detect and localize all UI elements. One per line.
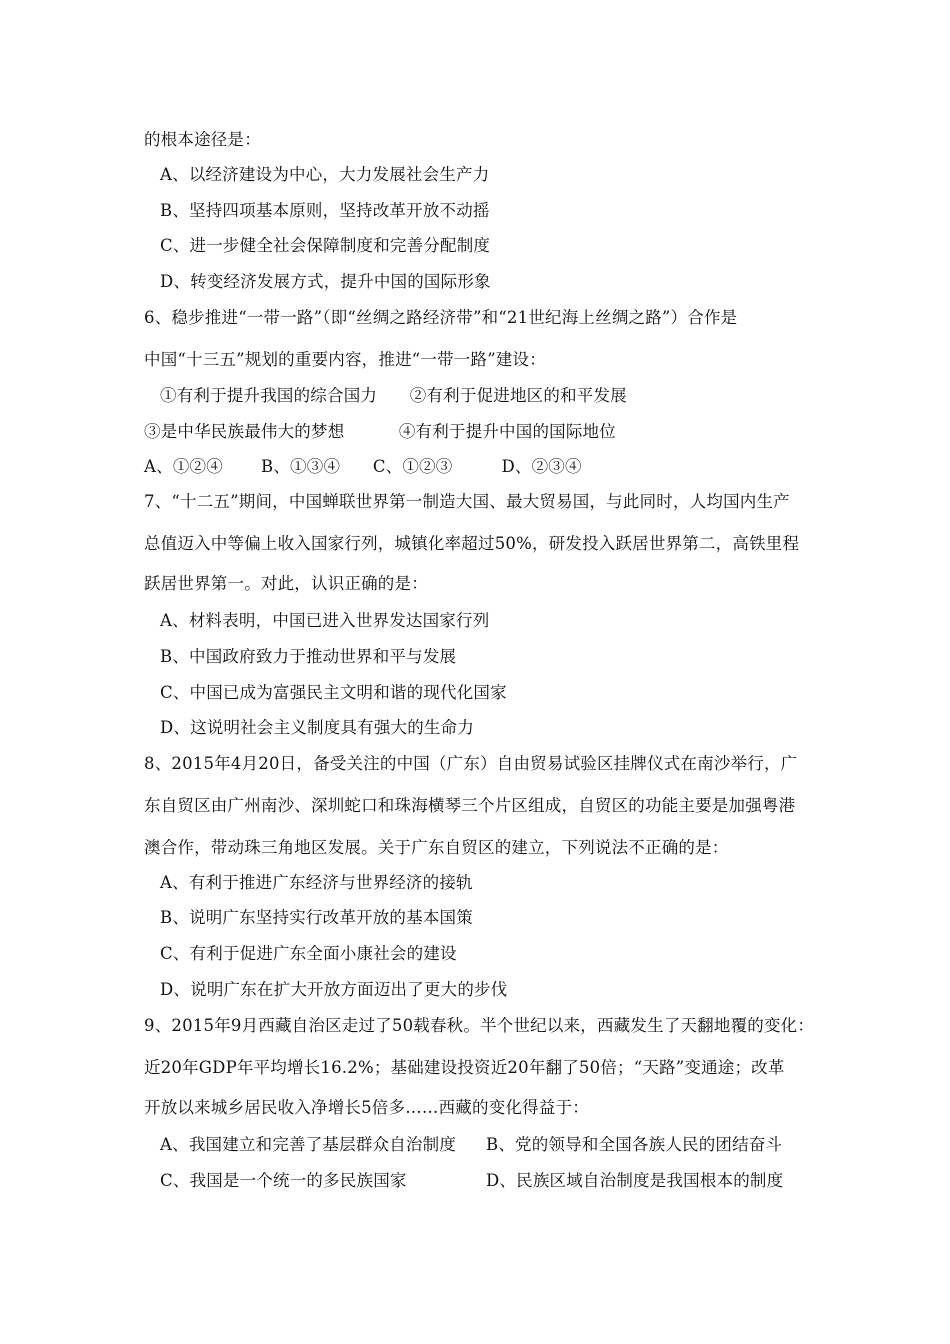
q7-option-d: D、这说明社会主义制度具有强大的生命力 — [160, 718, 475, 737]
q6-statements-3-4: ③是中华民族最伟大的梦想 ④有利于提升中国的国际地位 — [144, 422, 616, 441]
question-6-stem-line1: 6、稳步推进“一带一路”（即“丝绸之路经济带”和“21世纪海上丝绸之路”）合作是 — [144, 308, 738, 327]
q9-option-d: D、民族区域自治制度是我国根本的制度 — [486, 1171, 784, 1190]
question-7-stem-line2: 总值迈入中等偏上收入国家行列，城镇化率超过50%，研发投入跃居世界第二，高铁里程 — [144, 534, 800, 553]
question-9-stem-line2: 近20年GDP年平均增长16.2%；基础建设投资近20年翻了50倍；“天路”变通途；改革 — [144, 1058, 785, 1077]
q7-option-b: B、中国政府致力于推动世界和平与发展 — [160, 647, 457, 666]
question-8-stem-line2: 东自贸区由广州南沙、深圳蛇口和珠海横琴三个片区组成，自贸区的功能主要是加强粤港 — [144, 796, 796, 815]
question-8-stem-line3: 澳合作，带动珠三角地区发展。关于广东自贸区的建立，下列说法不正确的是： — [144, 838, 729, 857]
q9-option-c: C、我国是一个统一的多民族国家 — [160, 1171, 407, 1190]
q7-option-c: C、中国已成为富强民主文明和谐的现代化国家 — [160, 683, 507, 702]
q8-option-b: B、说明广东坚持实行改革开放的基本国策 — [160, 908, 473, 927]
question-7-stem-line1: 7、“十二五”期间，中国蝉联世界第一制造大国、最大贸易国，与此同时，人均国内生产 — [144, 492, 790, 511]
q9-option-b: B、党的领导和全国各族人民的团结奋斗 — [486, 1135, 783, 1154]
q8-option-d: D、说明广东在扩大开放方面迈出了更大的步伐 — [160, 980, 508, 999]
q9-option-a: A、我国建立和完善了基层群众自治制度 — [160, 1135, 457, 1154]
q8-option-a: A、有利于推进广东经济与世界经济的接轨 — [160, 873, 473, 892]
question-5-stem-end: 的根本途径是： — [144, 130, 261, 149]
question-8-stem-line1: 8、2015年4月20日，备受关注的中国（广东）自由贸易试验区挂牌仪式在南沙举行，广 — [144, 754, 798, 773]
q7-option-a: A、材料表明，中国已进入世界发达国家行列 — [160, 611, 490, 630]
q6-statements-1-2: ①有利于提升我国的综合国力 ②有利于促进地区的和平发展 — [160, 386, 627, 405]
q5-option-a: A、以经济建设为中心，大力发展社会生产力 — [160, 165, 490, 184]
q5-option-b: B、坚持四项基本原则，坚持改革开放不动摇 — [160, 201, 490, 220]
q8-option-c: C、有利于促进广东全面小康社会的建设 — [160, 944, 457, 963]
question-9-stem-line1: 9、2015年9月西藏自治区走过了50载春秋。半个世纪以来，西藏发生了天翻地覆的变化： — [144, 1016, 815, 1035]
q5-option-c: C、进一步健全社会保障制度和完善分配制度 — [160, 236, 491, 255]
question-6-stem-line2: 中国“十三五”规划的重要内容，推进“一带一路”建设： — [144, 350, 546, 369]
question-9-stem-line3: 开放以来城乡居民收入净增长5倍多……西藏的变化得益于： — [144, 1098, 589, 1117]
question-7-stem-line3: 跃居世界第一。对此，认识正确的是： — [144, 574, 428, 593]
q5-option-d: D、转变经济发展方式，提升中国的国际形象 — [160, 272, 491, 291]
q6-options: A、①②④ B、①③④ C、①②③ D、②③④ — [144, 457, 582, 476]
